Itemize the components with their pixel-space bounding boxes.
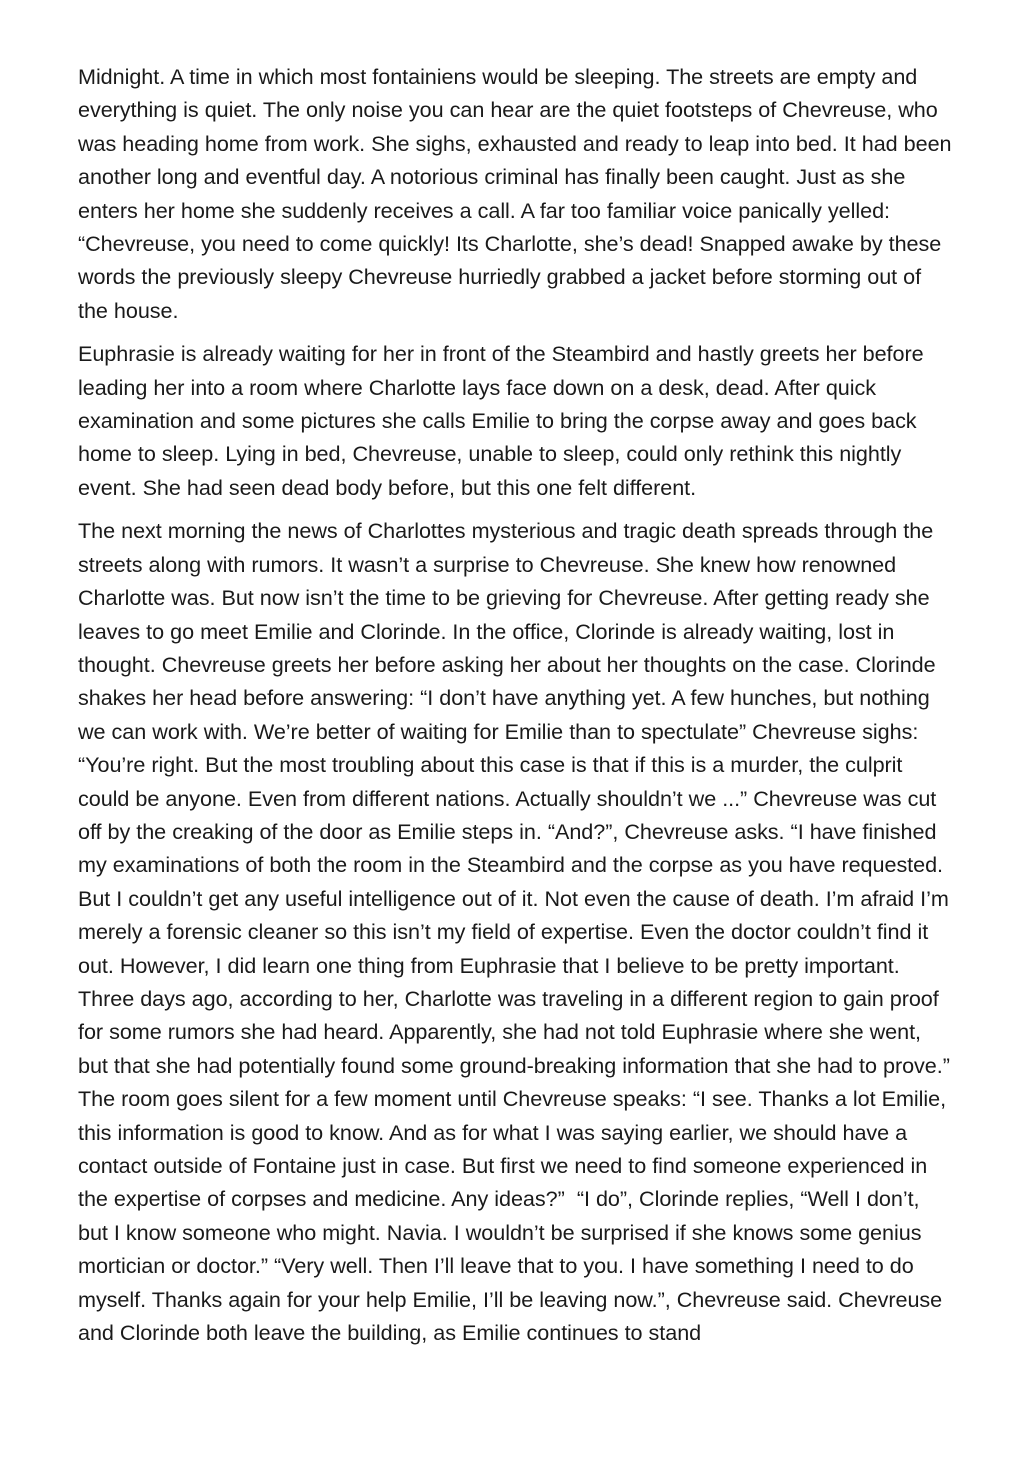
paragraph-2: Euphrasie is already waiting for her in front of the Steambird and hastly greets her before leading her into a room where Charlotte lays face down on a desk, dead. After quick examination and some pictures she calls Emilie to bring the corpse away and goes back home to sleep. Lying in bed, Chevreuse, unable to sleep, could only rethink this nightly event. She had seen dead body before, but this one felt different.	[78, 341, 930, 500]
paragraph-1: Midnight. A time in which most fontainiens would be sleeping. The streets are empty and everything is quiet. The only noise you can hear are the quiet footsteps of Chevreuse, who was heading home from work. She sighs, exhausted and ready to leap into bed. It had been another long and eventful day. A notorious criminal has finally been caught. Just as she enters her home she suddenly receives a call. A far too familiar voice panically yelled: “Chevreuse, you need to come quickly! Its Charlotte, she’s dead! Snapped awake by these words the previously sleepy Chevreuse hurriedly grabbed a jacket before storming out of the house.	[78, 64, 958, 323]
document-body	[78, 60, 958, 1349]
paragraph-3: The next morning the news of Charlottes mysterious and tragic death spreads through the streets along with rumors. It wasn’t a surprise to Chevreuse. She knew how renowned Charlotte was. But now isn’t the time to be grieving for Chevreuse. After getting ready she leaves to go meet Emilie and Clorinde. In the office, Clorinde is already waiting, lost in thought. Chevreuse greets her before asking her about her thoughts on the case. Clorinde shakes her head before answering: “I don’t have anything yet. A few hunches, but nothing we can work with. We’re better of waiting for Emilie than to spectulate” Chevreuse sighs: “You’re right. But the most troubling about this case is that if this is a murder, the culprit could be anyone. Even from different nations. Actually shouldn’t we ...” Chevreuse was cut off by the creaking of the door as Emilie steps in. “And?”, Chevreuse asks. “I have finished my examinations of both the room in the Steambird and the corpse as you have requested. But I couldn’t get any useful intelligence out of it. Not even the cause of death. I’m afraid I’m merely a forensic cleaner so this isn’t my field of expertise. Even the doctor couldn’t find it out. However, I did learn one thing from Euphrasie that I believe to be pretty important. Three days ago, according to her, Charlotte was traveling in a different region to gain proof for some rumors she had heard. Apparently, she had not told Euphrasie where she went, but that she had potentially found some ground-breaking information that she had to prove.” The room goes silent for a few moment until Chevreuse speaks: “I see. Thanks a lot Emilie, this information is good to know. And as for what I was saying earlier, we should have a contact outside of Fontaine just in case. But first we need to find someone experienced in the expertise of corpses and medicine. Any ideas?” “I do”, Clorinde replies, “Well I don’t, but I know someone who might. Navia. I wouldn’t be surprised if she knows some genius mortician or doctor.” “Very well. Then I’ll leave that to you. I have something I need to do myself. Thanks again for your help Emilie, I’ll be leaving now.”, Chevreuse said. Chevreuse and Clorinde both leave the building, as Emilie continues to stand	[78, 518, 956, 1346]
